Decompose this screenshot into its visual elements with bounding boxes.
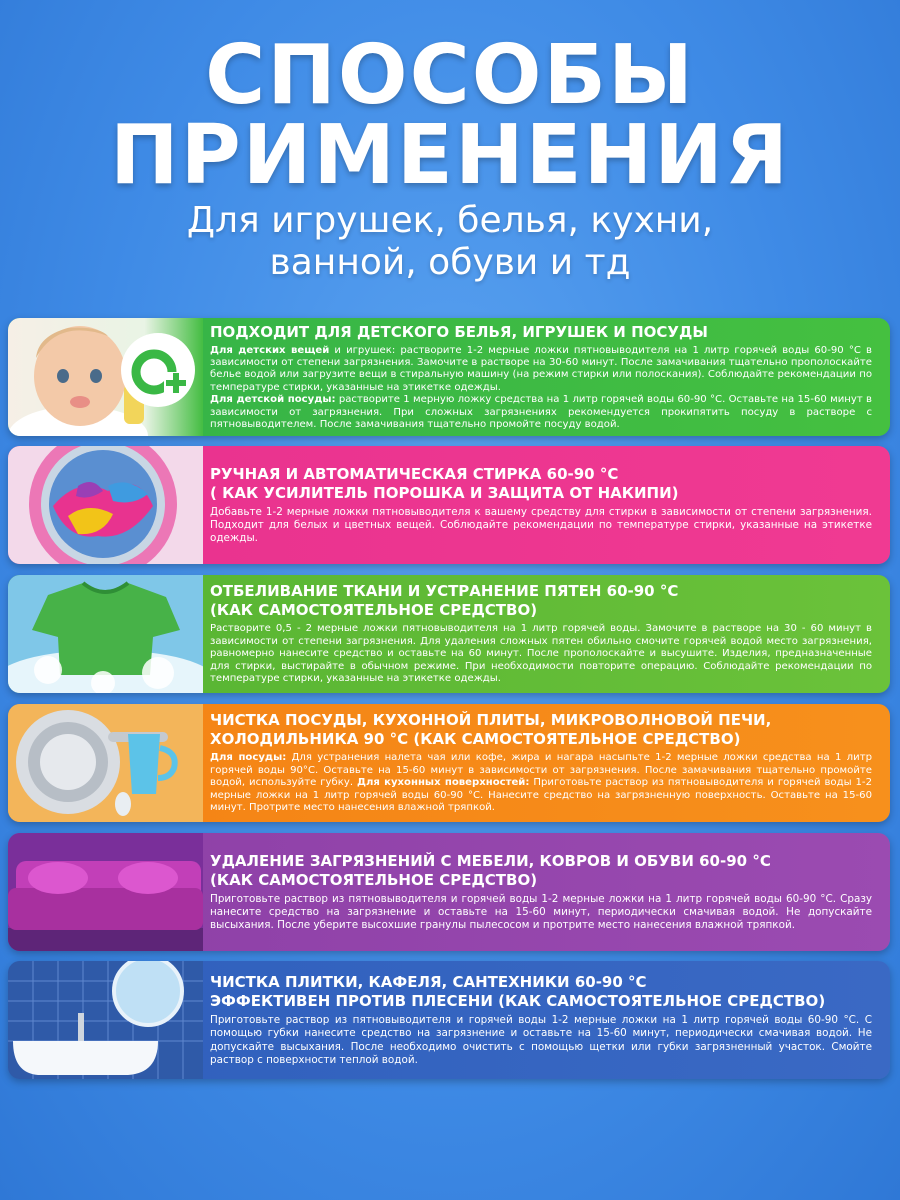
- cookware-photo: [8, 704, 203, 822]
- card1-p1-bold: Для детских вещей: [210, 344, 330, 356]
- card4-p1-bold: Для посуды:: [210, 752, 287, 764]
- card-bathroom: [8, 961, 890, 1079]
- card-bleaching: [8, 575, 890, 693]
- card5-title-line1: УДАЛЕНИЕ ЗАГРЯЗНЕНИЙ С МЕБЕЛИ, КОВРОВ И ОБУВИ 60-90 °C: [210, 851, 771, 870]
- subtitle-line2: ванной, обуви и тд: [269, 242, 631, 283]
- card3-title-line1: ОТБЕЛИВАНИЕ ТКАНИ И УСТРАНЕНИЕ ПЯТЕН 60-90 °C: [210, 582, 679, 601]
- zero-plus-badge-icon: [120, 332, 196, 408]
- card2-title-line1: РУЧНАЯ И АВТОМАТИЧЕСКАЯ СТИРКА 60-90 °C: [210, 464, 619, 483]
- card4-p1-text: Для устранения налета чая или кофе, жира и нагара насыпьте 1-2 мерные ложки средства на 1 литр горячей воды 90°C. Оставьте на 15-60 минут в зависимости от загрязнения. После замачивания тщательно промойте водой, используйте губку.: [210, 752, 872, 789]
- bathroom-tiles-photo: [8, 961, 203, 1079]
- green-shirt-photo: [8, 575, 203, 693]
- washing-machine-photo: [8, 446, 203, 564]
- card6-text: Приготовьте раствор из пятновыводителя и горячей воды 1-2 мерные ложки на 1 литр горячей воды 60-90 °C. С помощью губки нанесите средство на загрязнение и оставьте на 15-60 минут, периодически смачивая водой. Не допускайте высыхания. После необходимо очистить с помощью щетки или губки загрязненный участок. Смойте раствор с поверхности теплой водой.: [210, 1014, 872, 1066]
- card3-title-line2: (КАК САМОСТОЯТЕЛЬНОЕ СРЕДСТВО): [210, 601, 538, 620]
- card1-p2-text: растворите 1 мерную ложку средства на 1 литр горячей воды 60-90 °C. Оставьте на 15-60 минут в зависимости от загрязнения. При сложных загрязнениях рекомендуется прокипятить посуду в растворе с пятновыводителем. После замачивания тщательно промойте посуду водой.: [210, 394, 872, 431]
- card4-p2-bold: Для кухонных поверхностей:: [356, 777, 530, 789]
- card6-title: [210, 973, 872, 1011]
- card5-text: Приготовьте раствор из пятновыводителя и горячей воды 1-2 мерные ложки на 1 литр горячей воды 60-90 °C. Сразу нанесите средство на загрязнение и оставьте на 15-60 минут, периодически смачивая водой. Не допускайте высыхания. После уберите высохшие гранулы пылесосом и протрите место нанесения влажной тряпкой.: [210, 892, 872, 932]
- subtitle-line1: Для игрушек, белья, кухни,: [186, 200, 714, 241]
- card5-title: [210, 852, 872, 890]
- card-kitchen: [8, 704, 890, 822]
- page-title-line1: СПОСОБЫ: [205, 28, 695, 123]
- card6-title-line2: ЭФФЕКТИВЕН ПРОТИВ ПЛЕСЕНИ (КАК САМОСТОЯТЕЛЬНОЕ СРЕДСТВО): [210, 992, 826, 1011]
- card-washing: [8, 446, 890, 564]
- card2-title-line2: ( КАК УСИЛИТЕЛЬ ПОРОШКА И ЗАЩИТА ОТ НАКИПИ): [210, 483, 679, 502]
- card-baby-items: [8, 318, 890, 436]
- card2-text: Добавьте 1-2 мерные ложки пятновыводителя к вашему средству для стирки в зависимости от степени загрязнения. Подходит для белых и цветных вещей. Соблюдайте рекомендации по температуре стирки, указанные на этикетке одежды.: [210, 505, 872, 545]
- card3-title: [210, 582, 872, 620]
- card1-p1-text: и игрушек: растворите 1-2 мерные ложки пятновыводителя на 1 литр горячей воды 60-90 °C в зависимости от степени загрязнения. Замочите в растворе на 30-60 минут. После замачивания тщательно прополоскайте белье водой или загрузите вещи в стиральную машину (на режим стирки или полоскания). Соблюдайте рекомендации по температуре стирки, указанные на этикетке одежды.: [210, 344, 872, 393]
- card3-text: Растворите 0,5 - 2 мерные ложки пятновыводителя на 1 литр горячей воды. Замочите в растворе на 30 - 60 минут в зависимости от степени загрязнения. Для удаления сложных пятен обильно смочите горячей водой место загрязнения, равномерно нанесите средство и оставьте на 60 минут. После прополоскайте и высушите. Изделия, предназначенные для стирки, выстирайте в обычном режиме. При необходимости повторите операцию. Соблюдайте рекомендации по температуре стирки, указанные на этикетке одежды.: [210, 623, 872, 685]
- card-furniture: [8, 833, 890, 951]
- card1-title: ПОДХОДИТ ДЛЯ ДЕТСКОГО БЕЛЬЯ, ИГРУШЕК И ПОСУДЫ: [210, 322, 708, 341]
- page-title-line2: ПРИМЕНЕНИЯ: [109, 108, 790, 203]
- purple-sofa-photo: [8, 833, 203, 951]
- card4-title: [210, 711, 872, 749]
- card1-text: [210, 345, 872, 432]
- card2-title: [210, 465, 872, 503]
- card5-title-line2: (КАК САМОСТОЯТЕЛЬНОЕ СРЕДСТВО): [210, 870, 538, 889]
- card4-title-line1: ЧИСТКА ПОСУДЫ, КУХОННОЙ ПЛИТЫ, МИКРОВОЛНОВОЙ ПЕЧИ,: [210, 711, 772, 730]
- card4-title-line2: ХОЛОДИЛЬНИКА 90 °C (КАК САМОСТОЯТЕЛЬНОЕ СРЕДСТВО): [210, 730, 741, 749]
- card4-text: [210, 752, 872, 815]
- page-subtitle: [0, 200, 900, 284]
- card4-p2-text: Приготовьте раствор из пятновыводителя и горячей воды 1-2 мерные ложки на 1 литр горячей воды 60-90 °C. Нанесите средство на загрязненную поверхность. Оставьте на 15-60 минут. Протрите место нанесения влажной тряпкой.: [210, 777, 872, 814]
- card6-title-line1: ЧИСТКА ПЛИТКИ, КАФЕЛЯ, САНТЕХНИКИ 60-90 °C: [210, 973, 647, 992]
- card1-p2-bold: Для детской посуды:: [210, 394, 336, 406]
